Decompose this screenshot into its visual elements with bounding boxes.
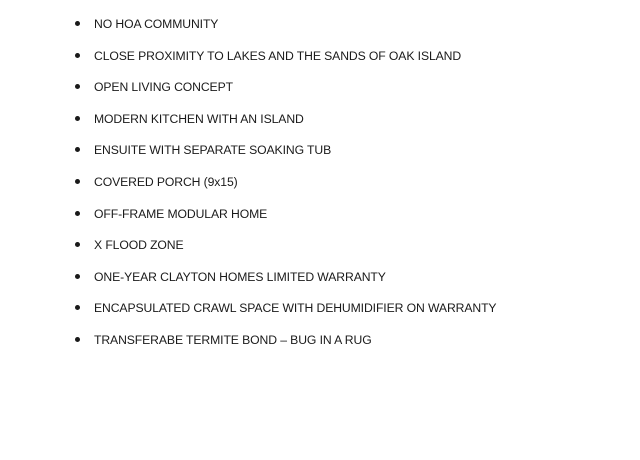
bullet-icon [75,84,80,89]
list-item [0,202,640,234]
bullet-icon [75,147,80,152]
list-item [0,75,640,107]
list-item [0,233,640,265]
bullet-icon [75,179,80,184]
bullet-icon [75,116,80,121]
bullet-icon [75,242,80,247]
bullet-icon [75,337,80,342]
bullet-icon [75,53,80,58]
list-item [0,44,640,76]
list-item [0,328,640,360]
list-item-text: MODERN KITCHEN WITH AN ISLAND [94,111,304,126]
list-item [0,265,640,297]
bullet-icon [75,274,80,279]
bullet-icon [75,211,80,216]
feature-list [0,12,640,360]
list-item-text: COVERED PORCH (9x15) [94,174,238,189]
list-item-text: ENSUITE WITH SEPARATE SOAKING TUB [94,143,332,158]
list-item [0,138,640,170]
list-item-text: ONE-YEAR CLAYTON HOMES LIMITED WARRANTY [94,269,386,284]
bullet-icon [75,21,80,26]
list-item-text: OFF-FRAME MODULAR HOME [94,206,268,221]
bullet-icon [75,305,80,310]
list-item-text: OPEN LIVING CONCEPT [94,80,233,95]
list-item [0,12,640,44]
list-item-text: X FLOOD ZONE [94,238,184,253]
list-item-text: ENCAPSULATED CRAWL SPACE WITH DEHUMIDIFIER ON WARRANTY [94,301,497,316]
list-item [0,170,640,202]
list-item-text: TRANSFERABE TERMITE BOND – BUG IN A RUG [94,332,372,347]
list-item [0,296,640,328]
list-item-text: CLOSE PROXIMITY TO LAKES AND THE SANDS OF OAK ISLAND [94,48,462,63]
list-item-text: NO HOA COMMUNITY [94,17,219,31]
list-item [0,107,640,139]
